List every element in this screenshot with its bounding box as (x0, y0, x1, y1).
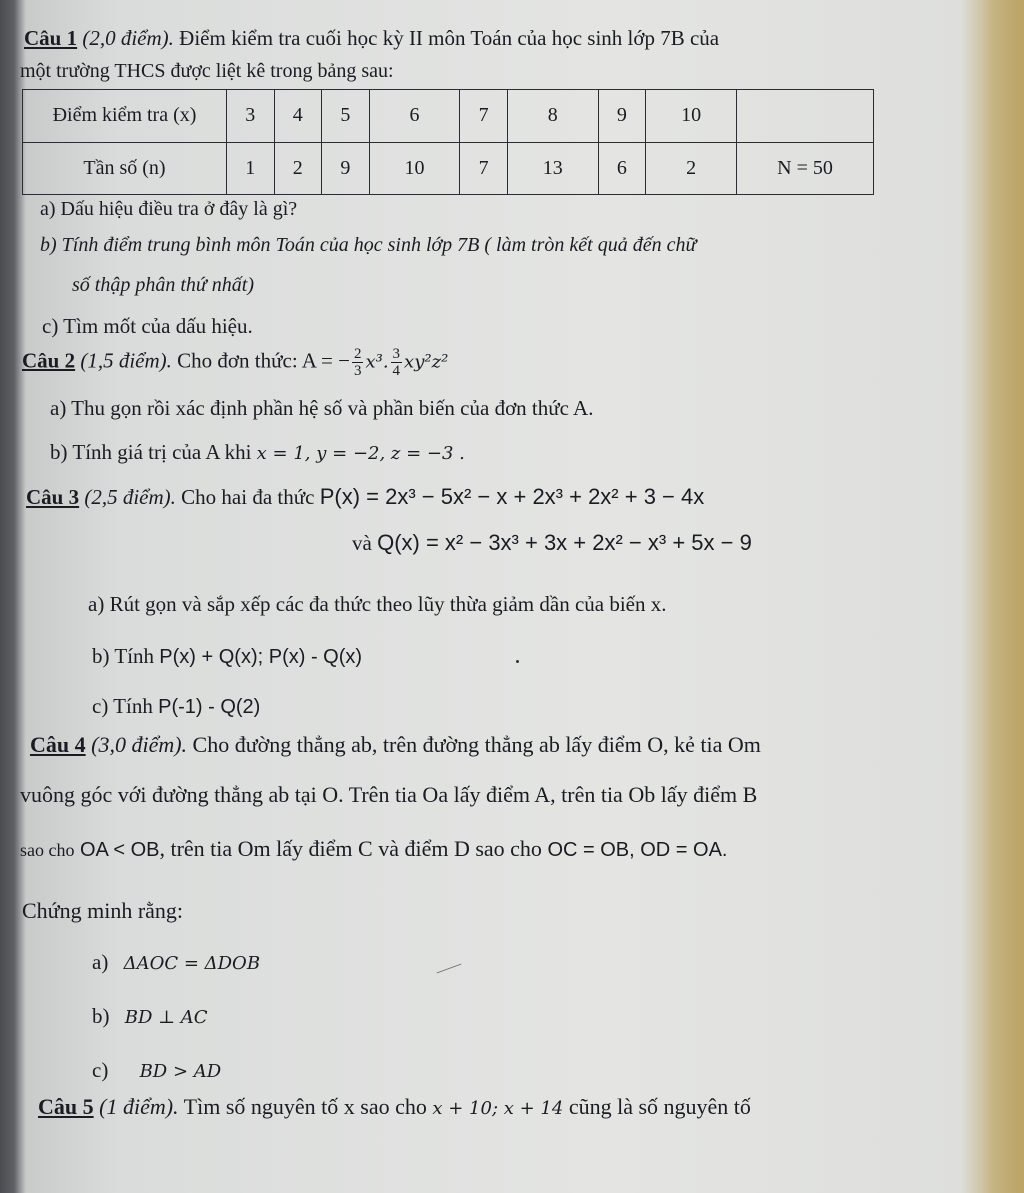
q4-a-label: a) (92, 950, 109, 974)
polynomial-p: P(x) = 2x³ − 5x² − x + 2x³ + 2x² + 3 − 4x (319, 484, 705, 509)
q5-tail: cũng là số nguyên tố (568, 1094, 751, 1119)
polynomial-q: Q(x) = x² − 3x³ + 3x + 2x² − x³ + 5x − 9 (377, 530, 752, 555)
q1-c: c) Tìm mốt của dấu hiệu. (42, 314, 253, 338)
q1-line2: một trường THCS được liệt kê trong bảng sau: (20, 60, 394, 82)
frequency-header: Tần số (n) (23, 142, 227, 195)
score-cell: 3 (227, 90, 275, 143)
frequency-total: N = 50 (737, 142, 874, 195)
frequency-cell: 6 (598, 142, 646, 195)
score-row (23, 90, 874, 143)
q4-c-label: c) (92, 1058, 109, 1082)
q4-c: BD > AD (139, 1061, 222, 1082)
q3-line2 (352, 530, 752, 556)
fraction-two-thirds: $\frac{2}{3}$ (353, 346, 362, 379)
q4-b-line (92, 1004, 208, 1029)
score-cell: 8 (507, 90, 598, 143)
q2-b-values: x = 1, y = −2, z = −3 . (256, 443, 465, 464)
q2-line1 (22, 346, 448, 379)
q3-b-expr: P(x) + Q(x); P(x) - Q(x) (159, 646, 363, 668)
q2-a: a) Thu gọn rồi xác định phần hệ số và phần biến của đơn thức A. (50, 396, 594, 420)
q5-label: Câu 5 (38, 1094, 94, 1119)
q4-line3 (20, 836, 728, 862)
score-cell: 4 (274, 90, 322, 143)
q3-b-label: b) Tính (92, 644, 155, 668)
q3-intro: Cho hai đa thức (181, 485, 315, 509)
frequency-cell: 2 (646, 142, 737, 195)
pen-dot (516, 660, 519, 663)
q4-a-line (92, 950, 260, 975)
q2-label: Câu 2 (22, 348, 76, 373)
score-cell: 6 (369, 90, 460, 143)
frequency-cell: 13 (507, 142, 598, 195)
q4-line1 (30, 732, 761, 758)
frequency-cell: 7 (460, 142, 508, 195)
q3-c-label: c) Tính (92, 694, 153, 718)
q3-label: Câu 3 (26, 485, 80, 509)
score-cell: 5 (322, 90, 370, 143)
q4-l2: vuông góc với đường thẳng ab tại O. Trên tia Oa lấy điểm A, trên tia Ob lấy điểm B (20, 782, 758, 807)
q5-line (38, 1094, 751, 1120)
q2-tail: xy²z² (404, 351, 449, 373)
q5-intro: Tìm số nguyên tố x sao cho (183, 1094, 427, 1119)
q1-b: b) Tính điểm trung bình môn Toán của học sinh lớp 7B ( (40, 234, 492, 256)
q3-va: và (352, 531, 372, 555)
frequency-cell: 1 (227, 142, 275, 195)
q3-b-line (92, 644, 362, 669)
q1-points: (2,0 điểm). (82, 26, 174, 50)
q4-l1: Cho đường thẳng ab, trên đường thẳng ab lấy điểm O, kẻ tia Om (192, 732, 761, 757)
q1-line1 (24, 26, 719, 51)
frequency-cell: 10 (369, 142, 460, 195)
q4-b: BD ⊥ AC (124, 1007, 208, 1028)
q4-l3b: OA < OB (79, 839, 160, 861)
score-header: Điểm kiểm tra (x) (23, 90, 227, 143)
q4-label: Câu 4 (30, 732, 86, 757)
score-cell (737, 90, 874, 143)
q1-a: a) Dấu hiệu điều tra ở đây là gì? (40, 198, 298, 220)
q4-l3d: OC = OB, OD = OA. (547, 839, 728, 861)
q3-c-expr: P(-1) - Q(2) (158, 696, 261, 718)
q3-points: (2,5 điểm). (84, 485, 176, 509)
q3-a: a) Rút gọn và sắp xếp các đa thức theo lũy thừa giảm dần của biến x. (88, 592, 667, 616)
q4-points: (3,0 điểm). (91, 732, 188, 757)
frequency-cell: 2 (274, 142, 322, 195)
score-table (22, 89, 874, 195)
score-cell: 10 (646, 90, 737, 143)
q1-intro: Điểm kiểm tra cuối học kỳ II môn Toán của học sinh lớp 7B của (179, 26, 720, 50)
q4-c-line (92, 1058, 221, 1083)
q4-prove: Chứng minh rằng: (22, 898, 184, 923)
q1-label: Câu 1 (24, 26, 78, 50)
q2-b: b) Tính giá trị của A khi (50, 440, 252, 464)
q2-b-line (50, 440, 465, 465)
page-edge-shadow (988, 0, 1024, 1193)
q1-b-line (40, 234, 696, 257)
frequency-row (23, 142, 874, 195)
q1-b-note: làm tròn kết quả đến chữ (496, 234, 697, 256)
q3-line1 (26, 484, 704, 510)
q4-l3a: sao cho (20, 840, 75, 860)
q2-mid: x³. (365, 351, 389, 373)
score-cell: 9 (598, 90, 646, 143)
q4-b-label: b) (92, 1004, 110, 1028)
q2-intro: Cho đơn thức: A = − (177, 348, 350, 373)
fraction-three-quarters: $\frac{3}{4}$ (392, 346, 401, 379)
pen-mark (437, 964, 462, 974)
q3-c-line (92, 694, 260, 719)
q5-expr: x + 10; x + 14 (432, 1098, 564, 1119)
frequency-cell: 9 (322, 142, 370, 195)
q4-a: ΔAOC = ΔDOB (123, 953, 261, 974)
q2-points: (1,5 điểm). (80, 348, 172, 373)
q5-points: (1 điểm). (99, 1094, 179, 1119)
score-cell: 7 (460, 90, 508, 143)
q1-b-note2: số thập phân thứ nhất) (72, 274, 255, 296)
q4-l3c: , trên tia Om lấy điểm C và điểm D sao cho (159, 836, 542, 861)
